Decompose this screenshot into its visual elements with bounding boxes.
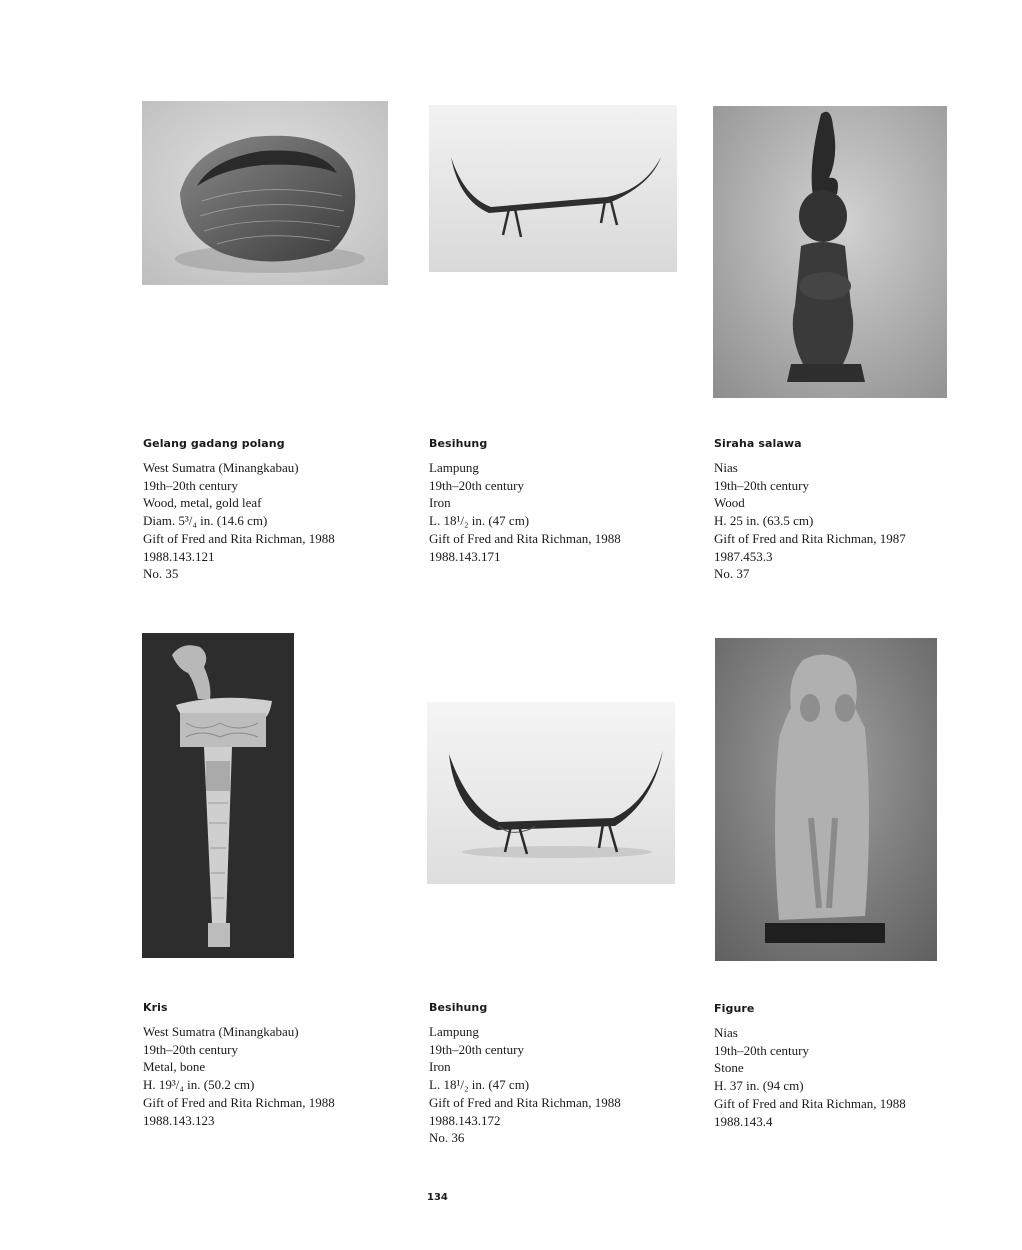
caption-origin: Lampung xyxy=(429,460,479,475)
photo-kris xyxy=(142,633,294,958)
page-number: 134 xyxy=(427,1192,448,1203)
caption-date: 19th–20th century xyxy=(714,477,809,493)
caption-credit: Gift of Fred and Rita Richman, 1987 xyxy=(714,530,906,546)
caption-medium: Wood xyxy=(714,495,745,511)
caption-dimensions: H. 37 in. (94 cm) xyxy=(714,1078,804,1094)
caption-origin: Lampung xyxy=(429,1024,479,1039)
caption-title: Siraha salawa xyxy=(714,437,802,450)
caption-credit: Gift of Fred and Rita Richman, 1988 xyxy=(143,1094,335,1110)
caption-accession: 1988.143.172 xyxy=(429,1112,501,1128)
caption-medium: Iron xyxy=(429,1059,451,1075)
caption-title: Gelang gadang polang xyxy=(143,437,285,450)
photo-figure xyxy=(715,638,937,961)
caption-title: Kris xyxy=(143,1001,168,1014)
caption-medium: Iron xyxy=(429,495,451,511)
caption-dimensions: H. 19³/₄ in. (50.2 cm) xyxy=(143,1077,255,1093)
caption-origin: West Sumatra (Minangkabau) xyxy=(143,1024,299,1039)
caption-title: Besihung xyxy=(429,437,488,450)
photo-gelang-gadang-polang xyxy=(142,101,388,285)
caption-entry-1 xyxy=(143,437,393,583)
caption-title: Figure xyxy=(714,1002,755,1015)
caption-date: 19th–20th century xyxy=(143,477,238,493)
caption-date: 19th–20th century xyxy=(429,1041,524,1057)
caption-number: No. 37 xyxy=(714,566,750,582)
caption-dimensions: H. 25 in. (63.5 cm) xyxy=(714,513,814,529)
caption-date: 19th–20th century xyxy=(429,477,524,493)
caption-accession: 1988.143.171 xyxy=(429,548,501,564)
photo-besihung-1 xyxy=(429,105,677,272)
caption-dimensions: Diam. 5³/₄ in. (14.6 cm) xyxy=(143,513,268,529)
caption-accession: 1988.143.123 xyxy=(143,1112,215,1128)
caption-medium: Wood, metal, gold leaf xyxy=(143,495,262,511)
caption-origin: West Sumatra (Minangkabau) xyxy=(143,460,299,475)
caption-accession: 1988.143.4 xyxy=(714,1113,773,1129)
caption-entry-4 xyxy=(143,1001,393,1129)
caption-credit: Gift of Fred and Rita Richman, 1988 xyxy=(714,1095,906,1111)
caption-entry-6 xyxy=(714,1002,964,1130)
caption-origin: Nias xyxy=(714,1025,738,1040)
caption-entry-3 xyxy=(714,437,964,583)
caption-credit: Gift of Fred and Rita Richman, 1988 xyxy=(429,530,621,546)
caption-dimensions: L. 18¹/₂ in. (47 cm) xyxy=(429,1077,530,1093)
caption-dimensions: L. 18¹/₂ in. (47 cm) xyxy=(429,513,530,529)
photo-siraha-salawa xyxy=(713,106,947,398)
caption-date: 19th–20th century xyxy=(143,1041,238,1057)
caption-title: Besihung xyxy=(429,1001,488,1014)
caption-medium: Stone xyxy=(714,1060,744,1076)
caption-entry-5 xyxy=(429,1001,679,1147)
caption-medium: Metal, bone xyxy=(143,1059,206,1075)
caption-origin: Nias xyxy=(714,460,738,475)
photo-besihung-2 xyxy=(427,702,675,884)
caption-number: No. 35 xyxy=(143,566,179,582)
caption-date: 19th–20th century xyxy=(714,1042,809,1058)
caption-number: No. 36 xyxy=(429,1130,465,1146)
caption-credit: Gift of Fred and Rita Richman, 1988 xyxy=(143,530,335,546)
caption-accession: 1988.143.121 xyxy=(143,548,215,564)
caption-credit: Gift of Fred and Rita Richman, 1988 xyxy=(429,1094,621,1110)
caption-accession: 1987.453.3 xyxy=(714,548,773,564)
caption-entry-2 xyxy=(429,437,679,565)
